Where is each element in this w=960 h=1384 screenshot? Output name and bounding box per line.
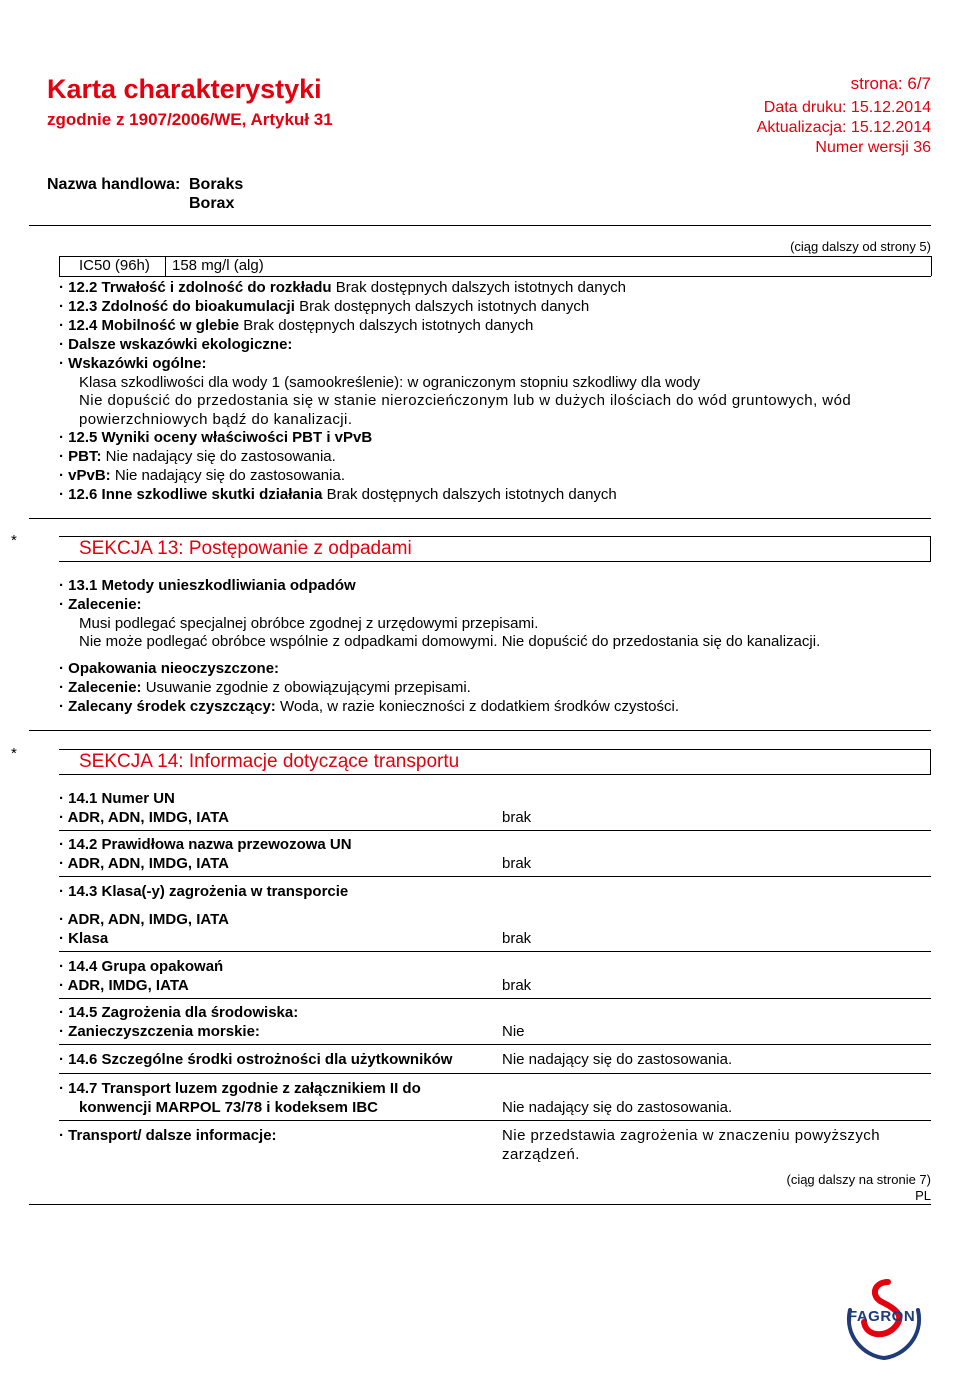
- s13-cleaning-line: [59, 697, 679, 716]
- ic50-value: 158 mg/l (alg): [172, 257, 264, 274]
- ic50-label: IC50 (96h): [79, 257, 150, 274]
- s13-recommendation-heading: · Zalecenie:: [59, 596, 142, 613]
- s14-7-heading-line2: konwencji MARPOL 73/78 i kodeksem IBC: [79, 1099, 378, 1116]
- page-number: strona: 6/7: [850, 74, 931, 93]
- s14-3-class-label: · Klasa: [59, 930, 109, 947]
- s13-1-heading: · 13.1 Metody unieszkodliwiania odpadów: [59, 577, 356, 594]
- s14-1-modes: · ADR, ADN, IMDG, IATA: [59, 809, 229, 826]
- section13-divider: [29, 730, 931, 731]
- s14-5-marine-value: Nie: [502, 1023, 525, 1040]
- s13-rec2-line: [59, 678, 471, 697]
- s12-3-text: Brak dostępnych dalszych istotnych danych: [299, 298, 590, 315]
- s14-4-heading: · 14.4 Grupa opakowań: [59, 958, 224, 975]
- pbt-value: Nie nadający się do zastosowania.: [105, 448, 336, 465]
- water-class-text: Klasa szkodliwości dla wody 1 (samookreślenie): w ograniczonym stopniu szkodliwy dla wody: [79, 374, 701, 391]
- s14-4-value: brak: [502, 977, 532, 994]
- s14-2-divider: [59, 876, 931, 877]
- s12-6-text: Brak dostępnych dalszych istotnych danych: [326, 486, 617, 503]
- section13-title: SEKCJA 13: Postępowanie z odpadami: [79, 538, 412, 559]
- s14-5-heading: · 14.5 Zagrożenia dla środowiska:: [59, 1004, 299, 1021]
- s14-3-divider: [59, 951, 931, 952]
- vpvb-value: Nie nadający się do zastosowania.: [114, 467, 345, 484]
- language-code: PL: [915, 1188, 931, 1203]
- s14-6-heading: · 14.6 Szczególne środki ostrożności dla użytkowników: [59, 1051, 453, 1068]
- s14-6-value: Nie nadający się do zastosowania.: [502, 1051, 733, 1068]
- pbt-line: [59, 447, 336, 466]
- trade-name-2: Borax: [189, 195, 235, 212]
- s12-6-line: [59, 485, 617, 504]
- s14-transport-value: Nie przedstawia zagrożenia w znaczeniu powyższych zarządzeń.: [502, 1127, 881, 1163]
- s14-7-heading-line1: · 14.7 Transport luzem zgodnie z załącznikiem II do: [59, 1080, 421, 1097]
- section14-changed-marker: *: [11, 745, 17, 762]
- s14-6-divider: [59, 1073, 931, 1074]
- s13-packaging-heading: · Opakowania nieoczyszczone:: [59, 660, 280, 677]
- s13-rec-line2: Nie może podlegać obróbce wspólnie z odpadkami domowymi. Nie dopuścić do przedostania się do kanalizacji.: [79, 633, 821, 650]
- s13-rec2-text: Usuwanie zgodnie z obowiązującymi przepisami.: [145, 679, 471, 696]
- s12-2-text: Brak dostępnych dalszych istotnych danych: [335, 279, 626, 296]
- eco-hints-heading: · Dalsze wskazówki ekologiczne:: [59, 336, 293, 353]
- print-date: Data druku: 15.12.2014: [763, 99, 931, 116]
- header-divider: [29, 225, 931, 226]
- section12-divider: [29, 518, 931, 519]
- s13-cleaning-label: · Zalecany środek czyszczący:: [59, 698, 276, 715]
- update-date: Aktualizacja: 15.12.2014: [756, 119, 931, 136]
- s14-2-value: brak: [502, 855, 532, 872]
- section13-changed-marker: *: [11, 532, 17, 549]
- s12-4-text: Brak dostępnych dalszych istotnych danych: [243, 317, 534, 334]
- s14-4-divider: [59, 998, 931, 999]
- section14-title: SEKCJA 14: Informacje dotyczące transportu: [79, 751, 460, 772]
- s12-4-line: [59, 316, 533, 335]
- ic50-row-bottom: [59, 276, 931, 277]
- pbt-label: · PBT:: [59, 448, 102, 465]
- s13-cleaning-text: Woda, w razie konieczności z dodatkiem środków czystości.: [279, 698, 680, 715]
- s14-1-value: brak: [502, 809, 532, 826]
- document-title: Karta charakterystyki: [47, 74, 322, 104]
- ic50-col-sep: [165, 256, 166, 276]
- s12-5-heading: · 12.5 Wyniki oceny właściwości PBT i vPvB: [59, 429, 373, 446]
- general-hints-heading: · Wskazówki ogólne:: [59, 355, 207, 372]
- s14-2-modes: · ADR, ADN, IMDG, IATA: [59, 855, 229, 872]
- trade-name-1: Boraks: [189, 176, 244, 193]
- s14-5-marine-label: · Zanieczyszczenia morskie:: [59, 1023, 260, 1040]
- version-number: Numer wersji 36: [815, 139, 931, 156]
- fagron-logo: [836, 1276, 932, 1372]
- ic50-row-left: [59, 256, 60, 276]
- s12-3-line: [59, 297, 589, 316]
- s14-7-value: Nie nadający się do zastosowania.: [502, 1099, 733, 1116]
- s14-1-divider: [59, 830, 931, 831]
- s14-transport-label: · Transport/ dalsze informacje:: [59, 1127, 277, 1144]
- s12-4-heading: · 12.4 Mobilność w glebie: [59, 317, 240, 334]
- vpvb-label: · vPvB:: [59, 467, 111, 484]
- s12-3-heading: · 12.3 Zdolność do bioakumulacji: [59, 298, 295, 315]
- regulation-subtitle: zgodnie z 1907/2006/WE, Artykuł 31: [47, 110, 333, 129]
- s14-2-heading: · 14.2 Prawidłowa nazwa przewozowa UN: [59, 836, 352, 853]
- continued-to: (ciąg dalszy na stronie 7): [786, 1172, 931, 1187]
- s14-1-heading: · 14.1 Numer UN: [59, 790, 175, 807]
- footer-divider: [29, 1204, 931, 1205]
- s14-4-modes: · ADR, IMDG, IATA: [59, 977, 189, 994]
- s13-rec2-label: · Zalecenie:: [59, 679, 142, 696]
- vpvb-line: [59, 466, 345, 485]
- s12-2-line: [59, 278, 626, 297]
- ic50-row-right: [931, 256, 932, 276]
- s14-3-class-value: brak: [502, 930, 532, 947]
- s14-3-modes: · ADR, ADN, IMDG, IATA: [59, 911, 229, 928]
- s14-3-heading: · 14.3 Klasa(-y) zagrożenia w transporcie: [59, 883, 349, 900]
- no-release-text: Nie dopuścić do przedostania się w stanie nierozcieńczonym lub w dużych ilościach do wód gruntowych, wód powierzchniowych bądź do kanalizacji.: [79, 392, 852, 428]
- s14-7-divider: [59, 1120, 931, 1121]
- trade-name-label: Nazwa handlowa:: [47, 176, 181, 193]
- s12-6-heading: · 12.6 Inne szkodliwe skutki działania: [59, 486, 323, 503]
- s13-rec-line1: Musi podlegać specjalnej obróbce zgodnej z urzędowymi przepisami.: [79, 615, 539, 632]
- continued-from: (ciąg dalszy od strony 5): [790, 239, 931, 254]
- s12-2-heading: · 12.2 Trwałość i zdolność do rozkładu: [59, 279, 332, 296]
- logo-wordmark: FAGRON: [848, 1308, 916, 1325]
- s14-5-divider: [59, 1044, 931, 1045]
